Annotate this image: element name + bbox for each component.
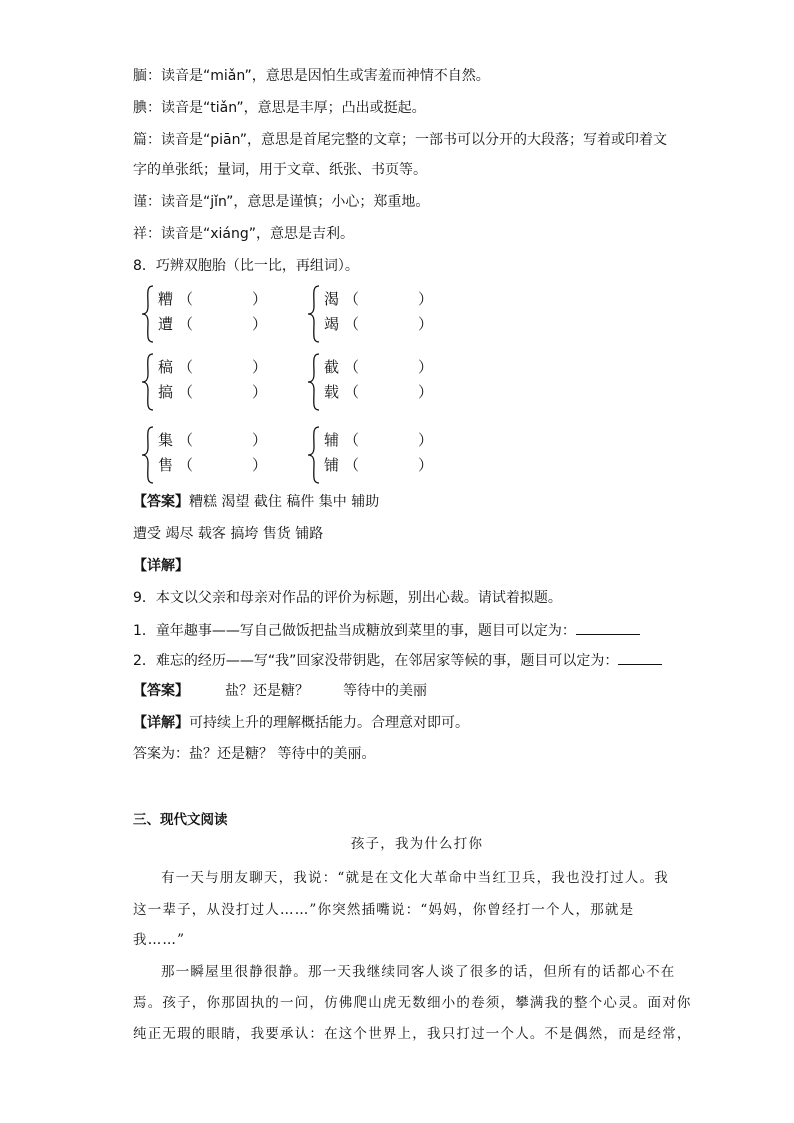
question-9-detail: [133, 713, 469, 733]
twin-pair-row: [158, 313, 267, 335]
answer-blank[interactable]: （: [178, 456, 194, 474]
twin-char: 遭: [158, 315, 174, 333]
twin-group-2: [306, 284, 436, 344]
twin-pair-row: [324, 313, 433, 335]
twin-char: 载: [324, 383, 340, 401]
twin-char: 集: [158, 431, 174, 449]
answer-blank[interactable]: （: [344, 431, 360, 449]
twin-pair-row: [158, 356, 267, 378]
paren-close: ）: [418, 431, 434, 449]
definition-xiang: 祥：读音是“xiáng”，意思是吉利。: [133, 226, 355, 242]
answer-blank[interactable]: （: [178, 431, 194, 449]
answer-blank[interactable]: （: [178, 383, 194, 401]
question-9-final-answer: 答案为：盐？还是糖？ 等待中的美丽。: [133, 746, 376, 762]
twin-pair-row: [158, 288, 267, 310]
detail-label: 【详解】: [133, 715, 189, 731]
paren-close: ）: [252, 431, 268, 449]
story-paragraph-line: 纯正无瑕的眼睛，我要承认：在这个世界上，我只打过一个人。不是偶然，而是经常，: [133, 1026, 692, 1042]
story-paragraph-line: 有一天与朋友聊天，我说：“就是在文化大革命中当红卫兵，我也没打过人。我: [161, 870, 669, 886]
answer-blank[interactable]: （: [178, 358, 194, 376]
definition-mian: 腼：读音是“miǎn”，意思是因怕生或害羞而神情不自然。: [133, 68, 490, 84]
paren-close: ）: [418, 383, 434, 401]
twin-pair-row: [158, 381, 267, 403]
answer-blank[interactable]: （: [344, 290, 360, 308]
story-paragraph-line: 这一辈子，从没打过人……”你突然插嘴说：“妈妈，你曾经打一个人，那就是: [133, 902, 635, 918]
question-9-item-2: [133, 650, 662, 671]
story-paragraph-line: 那一瞬屋里很静很静。那一天我继续同客人谈了很多的话，但所有的话都心不在: [161, 964, 676, 980]
twin-group-3: [140, 352, 270, 412]
answer-text: 糟糕 渴望 截住 稿件 集中 辅助: [189, 494, 380, 510]
twin-char: 稿: [158, 358, 174, 376]
paren-close: ）: [418, 290, 434, 308]
question-9-answer: [133, 681, 427, 701]
story-title: 孩子，我为什么打你: [350, 836, 484, 852]
twin-pair-row: [158, 454, 267, 476]
section-heading: 三、现代文阅读: [133, 812, 228, 828]
item-text: 1．童年趣事——写自己做饭把盐当成糖放到菜里的事，题目可以定为：: [133, 623, 576, 639]
question-8-detail-label: 【详解】: [133, 558, 189, 574]
paren-close: ）: [418, 456, 434, 474]
twin-char: 竭: [324, 315, 340, 333]
story-paragraph-line: 我……”: [133, 932, 186, 948]
twin-char: 糟: [158, 290, 174, 308]
detail-text: 可持续上升的理解概括能力。合理意对即可。: [189, 715, 469, 731]
brace-icon: [306, 352, 322, 412]
answer-label: 【答案】: [133, 494, 189, 510]
answer-blank[interactable]: （: [344, 358, 360, 376]
twin-pair-row: [324, 454, 433, 476]
twin-pair-row: [324, 429, 433, 451]
answer-blank[interactable]: （: [344, 315, 360, 333]
story-paragraph-line: 焉。孩子，你那固执的一问，仿佛爬山虎无数细小的卷须，攀满我的整个心灵。面对你: [133, 995, 692, 1011]
question-8-answer: [133, 492, 379, 512]
question-8-answer-line2: 遭受 竭尽 载客 搞垮 售货 铺路: [133, 526, 324, 542]
paren-close: ）: [418, 315, 434, 333]
paren-close: ）: [252, 456, 268, 474]
twin-group-1: [140, 284, 270, 344]
answer-b: 等待中的美丽: [343, 683, 427, 699]
answer-blank[interactable]: [618, 650, 662, 665]
brace-icon: [140, 352, 156, 412]
answer-blank[interactable]: （: [178, 315, 194, 333]
answer-blank[interactable]: [576, 620, 640, 635]
item-text: 2．难忘的经历——写“我”回家没带钥匙，在邻居家等候的事，题目可以定为：: [133, 653, 619, 669]
twin-pair-row: [324, 288, 433, 310]
answer-a: 盐？还是糖？: [225, 683, 309, 699]
paren-close: ）: [252, 383, 268, 401]
twin-group-6: [306, 425, 436, 485]
paren-close: ）: [252, 315, 268, 333]
twin-pair-row: [324, 356, 433, 378]
question-9-item-1: [133, 620, 640, 641]
answer-blank[interactable]: （: [178, 290, 194, 308]
twin-char: 辅: [324, 431, 340, 449]
paren-close: ）: [252, 358, 268, 376]
twin-char: 截: [324, 358, 340, 376]
twin-pair-row: [158, 429, 267, 451]
answer-blank[interactable]: （: [344, 383, 360, 401]
twin-pair-row: [324, 381, 433, 403]
paren-close: ）: [252, 290, 268, 308]
brace-icon: [140, 284, 156, 344]
answer-blank[interactable]: （: [344, 456, 360, 474]
twin-char: 渴: [324, 290, 340, 308]
definition-pian: 篇：读音是“piān”，意思是首尾完整的文章；一部书可以分开的大段落；写着或印着文: [133, 132, 667, 148]
brace-icon: [306, 425, 322, 485]
twin-char: 铺: [324, 456, 340, 474]
twin-group-5: [140, 425, 270, 485]
answer-label: 【答案】: [133, 683, 189, 699]
definition-pian-cont: 字的单张纸；量词，用于文章、纸张、书页等。: [133, 162, 427, 178]
question-9-title: 9．本文以父亲和母亲对作品的评价为标题，别出心裁。请试着拟题。: [133, 590, 562, 606]
paren-close: ）: [418, 358, 434, 376]
brace-icon: [140, 425, 156, 485]
question-8-title: 8．巧辨双胞胎（比一比，再组词）。: [133, 258, 359, 274]
definition-jin: 谨：读音是“jǐn”，意思是谨慎；小心；郑重地。: [133, 194, 430, 210]
twin-char: 售: [158, 456, 174, 474]
twin-group-4: [306, 352, 436, 412]
twin-char: 搞: [158, 383, 174, 401]
definition-tian: 腆：读音是“tiǎn”，意思是丰厚；凸出或挺起。: [133, 100, 426, 116]
brace-icon: [306, 284, 322, 344]
